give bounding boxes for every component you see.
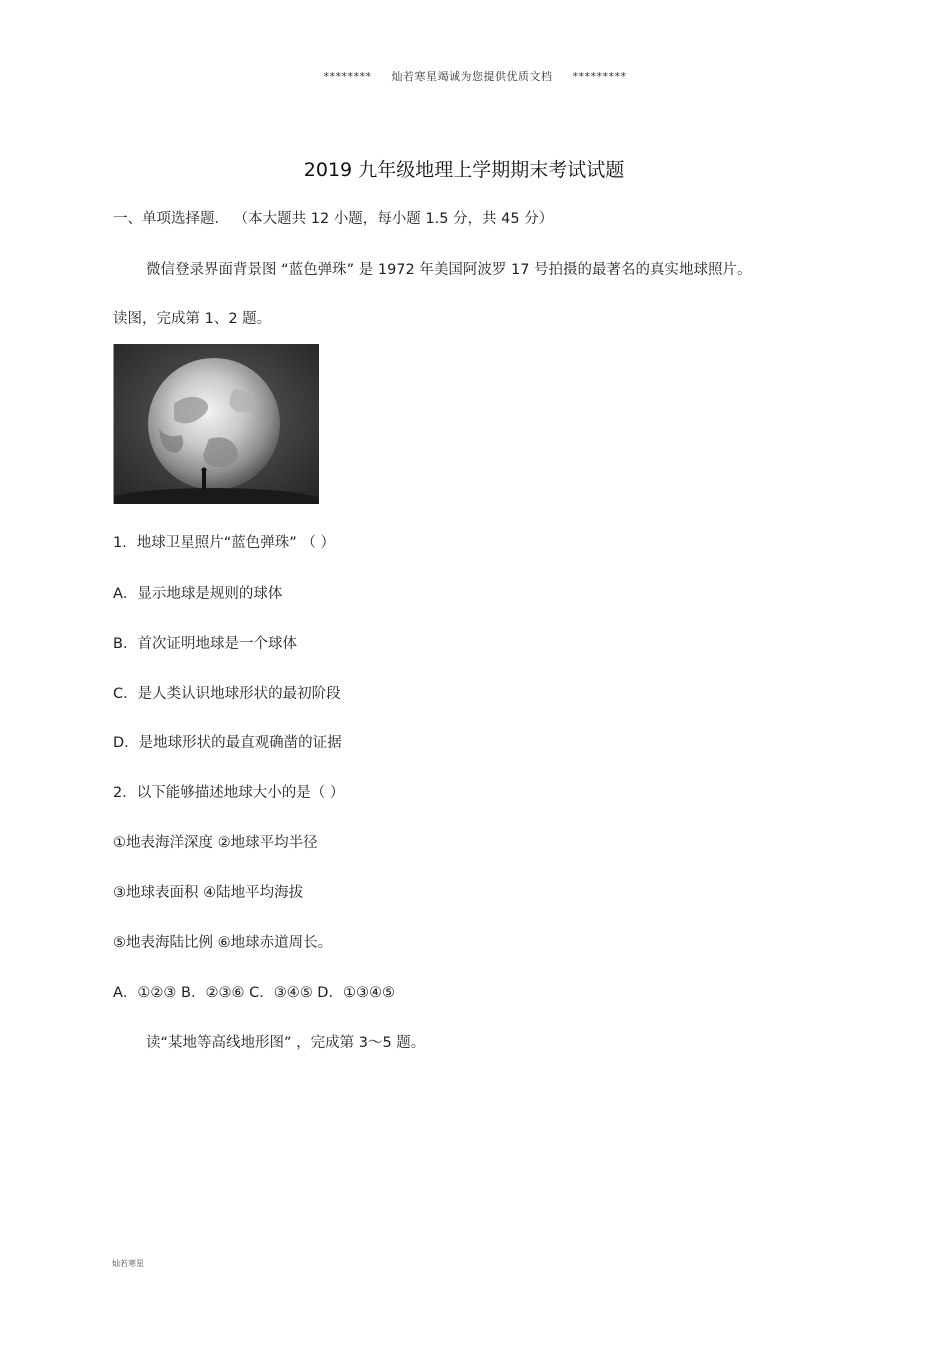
next-section-intro: 读“某地等高线地形图” ，完成第 3～5 题。 <box>146 1035 426 1051</box>
question-1-option-a: A．显示地球是规则的球体 <box>113 586 283 602</box>
earth-photo-icon <box>114 344 319 504</box>
question-2-stem: 2．以下能够描述地球大小的是（ ） <box>113 785 345 801</box>
earth-photo <box>113 344 319 504</box>
header-text: 灿若寒星竭诚为您提供优质文档 <box>391 70 553 83</box>
header-stars-right: ********* <box>572 70 627 83</box>
question-2-options: A．①②③ B．②③⑥ C．③④⑤ D．①③④⑤ <box>113 985 395 1001</box>
intro-line-1: 微信登录界面背景图 “蓝色弹珠” 是 1972 年美国阿波罗 17 号拍摄的最著名的真实地球照片。 <box>146 262 752 278</box>
page-footer: 灿若寒星 <box>112 1259 144 1268</box>
document-title: 2019 九年级地理上学期期末考试试题 <box>303 159 625 181</box>
question-2-item-row-2: ③地球表面积 ④陆地平均海拔 <box>113 885 304 901</box>
page-header <box>0 68 950 84</box>
question-1-option-b: B．首次证明地球是一个球体 <box>113 636 297 652</box>
question-2-item-row-1: ①地表海洋深度 ②地球平均半径 <box>113 835 318 851</box>
question-1-option-d: D．是地球形状的最直观确凿的证据 <box>113 735 342 751</box>
question-2-item-row-3: ⑤地表海陆比例 ⑥地球赤道周长。 <box>113 935 333 951</box>
question-1-option-c: C．是人类认识地球形状的最初阶段 <box>113 686 341 702</box>
header-stars-left: ******** <box>323 70 372 83</box>
question-1-stem: 1．地球卫星照片“蓝色弹珠” （ ） <box>113 535 335 551</box>
section-heading: 一、单项选择题． （本大题共 12 小题，每小题 1.5 分，共 45 分） <box>113 211 554 227</box>
intro-line-2: 读图，完成第 1、2 题。 <box>113 311 272 327</box>
